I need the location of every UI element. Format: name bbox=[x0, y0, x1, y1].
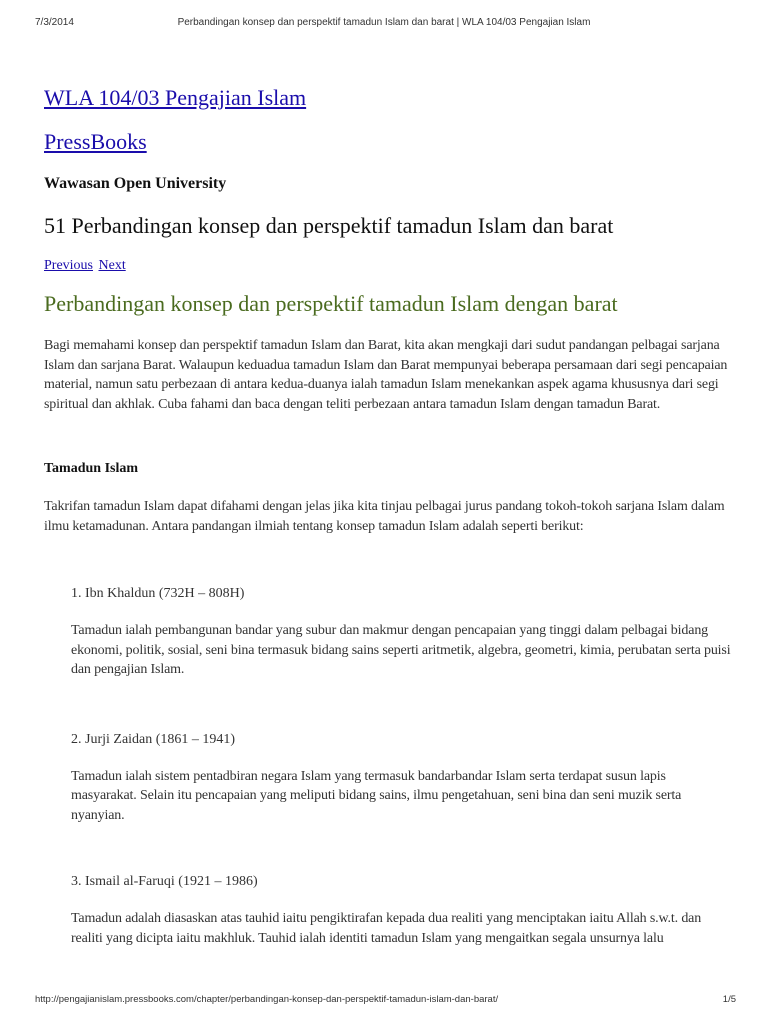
item-title: 3. Ismail al-Faruqi (1921 – 1986) bbox=[71, 874, 258, 889]
print-header bbox=[0, 17, 768, 31]
item-title: 2. Jurji Zaidan (1861 – 1941) bbox=[71, 731, 236, 747]
item-text: Tamadun ialah pembangunan bandar yang subur dan makmur dengan pencapaian yang tinggi dalam pelbagai bidang ekonomi, politik, sosial, seni bina termasuk bidang sains seperti aritmetik, algebra, geometri, kimia, perubatan serta puisi dan pengajian Islam. bbox=[71, 623, 731, 677]
previous-link[interactable]: Previous bbox=[44, 258, 93, 273]
item-title: 1. Ibn Khaldun (732H – 808H) bbox=[71, 586, 245, 601]
chapter-nav bbox=[44, 256, 734, 276]
author-name: Wawasan Open University bbox=[44, 175, 227, 192]
item-text: Tamadun ialah sistem pentadbiran negara Islam yang termasuk bandarbandar Islam serta terdapat susun lapis masyarakat. Selain itu pencapaian yang meliputi bidang sains, ilmu pengetahuan, seni bina dan seni muzik serta nyanyian. bbox=[71, 768, 682, 823]
section-heading: Perbandingan konsep dan perspektif tamadun Islam dengan barat bbox=[44, 291, 618, 316]
book-title-link[interactable]: WLA 104/03 Pengajian Islam bbox=[44, 85, 307, 110]
print-date: 7/3/2014 bbox=[35, 17, 74, 28]
list-item bbox=[71, 730, 734, 826]
list-item bbox=[71, 872, 734, 948]
chapter-title: 51 Perbandingan konsep dan perspektif tamadun Islam dan barat bbox=[44, 213, 614, 238]
print-page-title: Perbandingan konsep dan perspektif tamadun Islam dan barat | WLA 104/03 Pengajian Islam bbox=[177, 17, 591, 28]
subheading-tamadun-islam: Tamadun Islam bbox=[44, 461, 139, 476]
intro-paragraph: Bagi memahami konsep dan perspektif tamadun Islam dan Barat, kita akan mengkaji dari sudut pandangan pelbagai sarjana Islam dan sarjana Barat. Walaupun keduadua tamadun Islam dan Barat mempunyai beberapa persamaan dari segi pencapaian material, namun satu perbezaan di antara kedua-duanya ialah tamadun Islam menekankan aspek agama khususnya dari segi spiritual dan akhlak. Cuba fahami dan baca dengan teliti perbezaan antara tamadun Islam dengan tamadun Barat. bbox=[44, 338, 728, 412]
page-url: http://pengajianislam.pressbooks.com/chapter/perbandingan-konsep-dan-perspektif-tamadun-islam-dan-barat/ bbox=[35, 994, 499, 1005]
next-link[interactable]: Next bbox=[98, 258, 126, 273]
print-footer bbox=[0, 994, 768, 1008]
publisher-link[interactable]: PressBooks bbox=[44, 129, 147, 154]
item-text: Tamadun adalah diasaskan atas tauhid iaitu pengiktirafan kepada dua realiti yang menciptakan iaitu Allah s.w.t. dan realiti yang dicipta iaitu makhluk. Tauhid ialah identiti tamadun Islam yang mengaitkan segala unsurnya lalu bbox=[71, 911, 702, 946]
page-number: 1/5 bbox=[722, 994, 736, 1005]
list-item bbox=[71, 584, 734, 680]
page-content bbox=[44, 80, 734, 948]
definition-intro-paragraph: Takrifan tamadun Islam dapat difahami dengan jelas jika kita tinjau pelbagai jurus pandang tokoh-tokoh sarjana Islam dalam ilmu ketamadunan. Antara pandangan ilmiah tentang konsep tamadun Islam adalah seperti berikut: bbox=[44, 499, 725, 534]
